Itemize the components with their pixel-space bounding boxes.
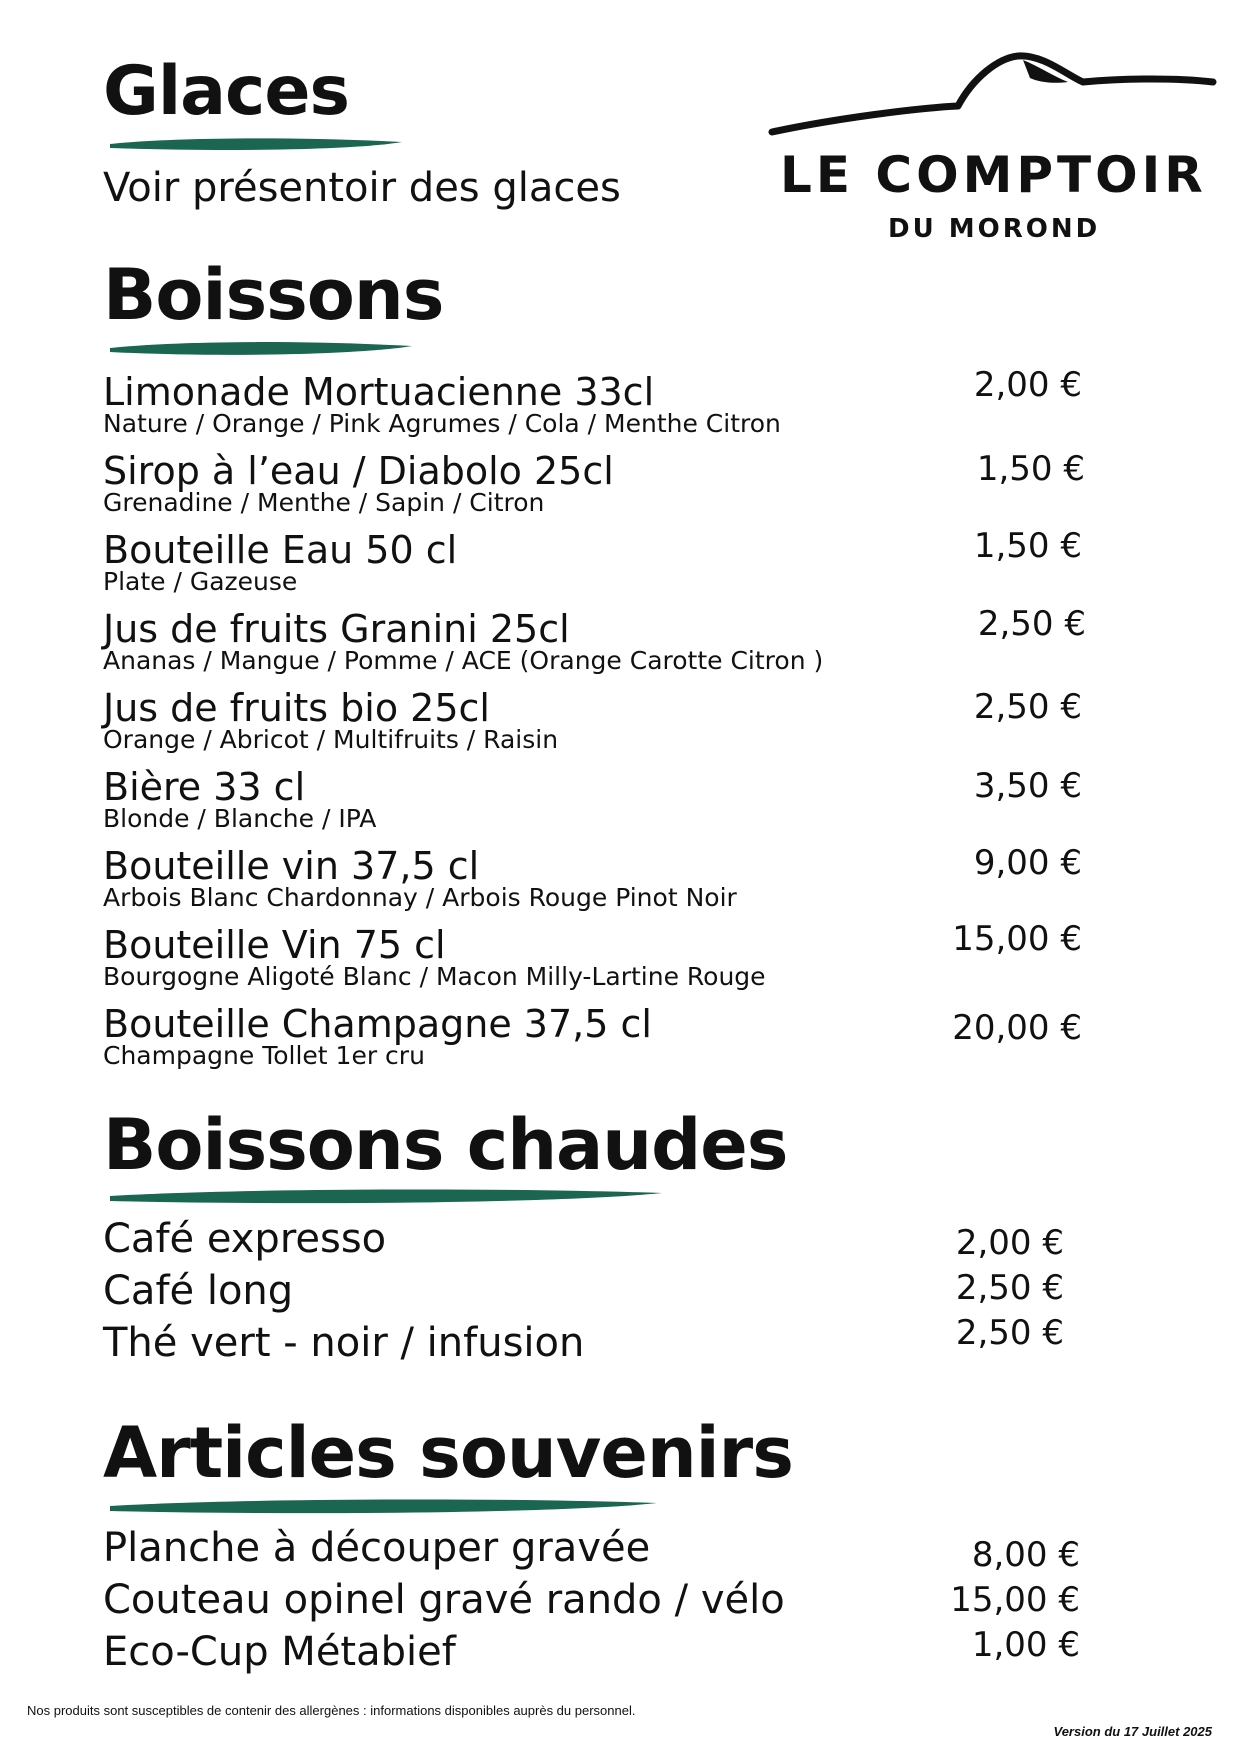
list-item-options: Arbois Blanc Chardonnay / Arbois Rouge Pinot Noir (103, 883, 737, 912)
logo-subtitle: DU MOROND (888, 214, 1101, 244)
list-item-price: 1,50 € (976, 449, 1085, 489)
list-item-name: Café expresso (103, 1216, 387, 1262)
version-label: Version du 17 Juillet 2025 (1053, 1724, 1212, 1739)
mountain-logo-icon (768, 48, 1218, 138)
list-item-name: Eco-Cup Métabief (103, 1629, 456, 1675)
list-item-price: 2,50 € (973, 687, 1082, 727)
list-item-price: 20,00 € (952, 1008, 1082, 1048)
list-item-price: 15,00 € (952, 919, 1082, 959)
glaces-title: Glaces (103, 52, 349, 131)
souvenirs-title: Articles souvenirs (103, 1412, 793, 1494)
list-item-name: Sirop à l’eau / Diabolo 25cl (103, 449, 614, 493)
list-item-name: Bière 33 cl (103, 765, 306, 809)
logo-name: LE COMPTOIR (780, 146, 1207, 204)
glaces-note: Voir présentoir des glaces (103, 165, 621, 211)
list-item-options: Grenadine / Menthe / Sapin / Citron (103, 488, 545, 517)
boissons-title: Boissons (103, 254, 444, 336)
list-item-name: Bouteille Champagne 37,5 cl (103, 1002, 652, 1046)
list-item-options: Nature / Orange / Pink Agrumes / Cola / Menthe Citron (103, 409, 781, 438)
list-item-name: Bouteille Vin 75 cl (103, 923, 446, 967)
souvenirs-underline (106, 1494, 661, 1520)
allergens-note: Nos produits sont susceptibles de contenir des allergènes : informations disponibles auprès du personnel. (27, 1703, 636, 1718)
list-item-options: Bourgogne Aligoté Blanc / Macon Milly-Lartine Rouge (103, 962, 766, 991)
list-item-price: 1,00 € (971, 1625, 1080, 1665)
list-item-name: Thé vert - noir / infusion (103, 1320, 585, 1366)
list-item-price: 2,00 € (955, 1223, 1064, 1263)
list-item-name: Couteau opinel gravé rando / vélo (103, 1577, 785, 1623)
list-item-price: 2,00 € (973, 365, 1082, 405)
list-item-price: 15,00 € (950, 1580, 1080, 1620)
list-item-options: Champagne Tollet 1er cru (103, 1041, 425, 1070)
boissons-underline (106, 336, 416, 360)
boissons-chaudes-title: Boissons chaudes (103, 1104, 788, 1186)
list-item-name: Planche à découper gravée (103, 1525, 651, 1571)
list-item-options: Blonde / Blanche / IPA (103, 804, 377, 833)
list-item-price: 2,50 € (955, 1268, 1064, 1308)
list-item-name: Limonade Mortuacienne 33cl (103, 370, 655, 414)
list-item-name: Jus de fruits bio 25cl (103, 686, 490, 730)
list-item-name: Bouteille vin 37,5 cl (103, 844, 480, 888)
boissons-chaudes-underline (106, 1184, 666, 1210)
list-item-name: Café long (103, 1268, 294, 1314)
list-item-price: 2,50 € (977, 604, 1086, 644)
list-item-price: 3,50 € (973, 766, 1082, 806)
list-item-name: Jus de fruits Granini 25cl (103, 607, 570, 651)
list-item-options: Plate / Gazeuse (103, 567, 298, 596)
glaces-underline (106, 132, 406, 156)
list-item-price: 1,50 € (973, 526, 1082, 566)
list-item-name: Bouteille Eau 50 cl (103, 528, 458, 572)
list-item-options: Orange / Abricot / Multifruits / Raisin (103, 725, 559, 754)
list-item-price: 2,50 € (955, 1313, 1064, 1353)
list-item-price: 9,00 € (973, 843, 1082, 883)
list-item-price: 8,00 € (971, 1535, 1080, 1575)
list-item-options: Ananas / Mangue / Pomme / ACE (Orange Carotte Citron ) (103, 646, 824, 675)
